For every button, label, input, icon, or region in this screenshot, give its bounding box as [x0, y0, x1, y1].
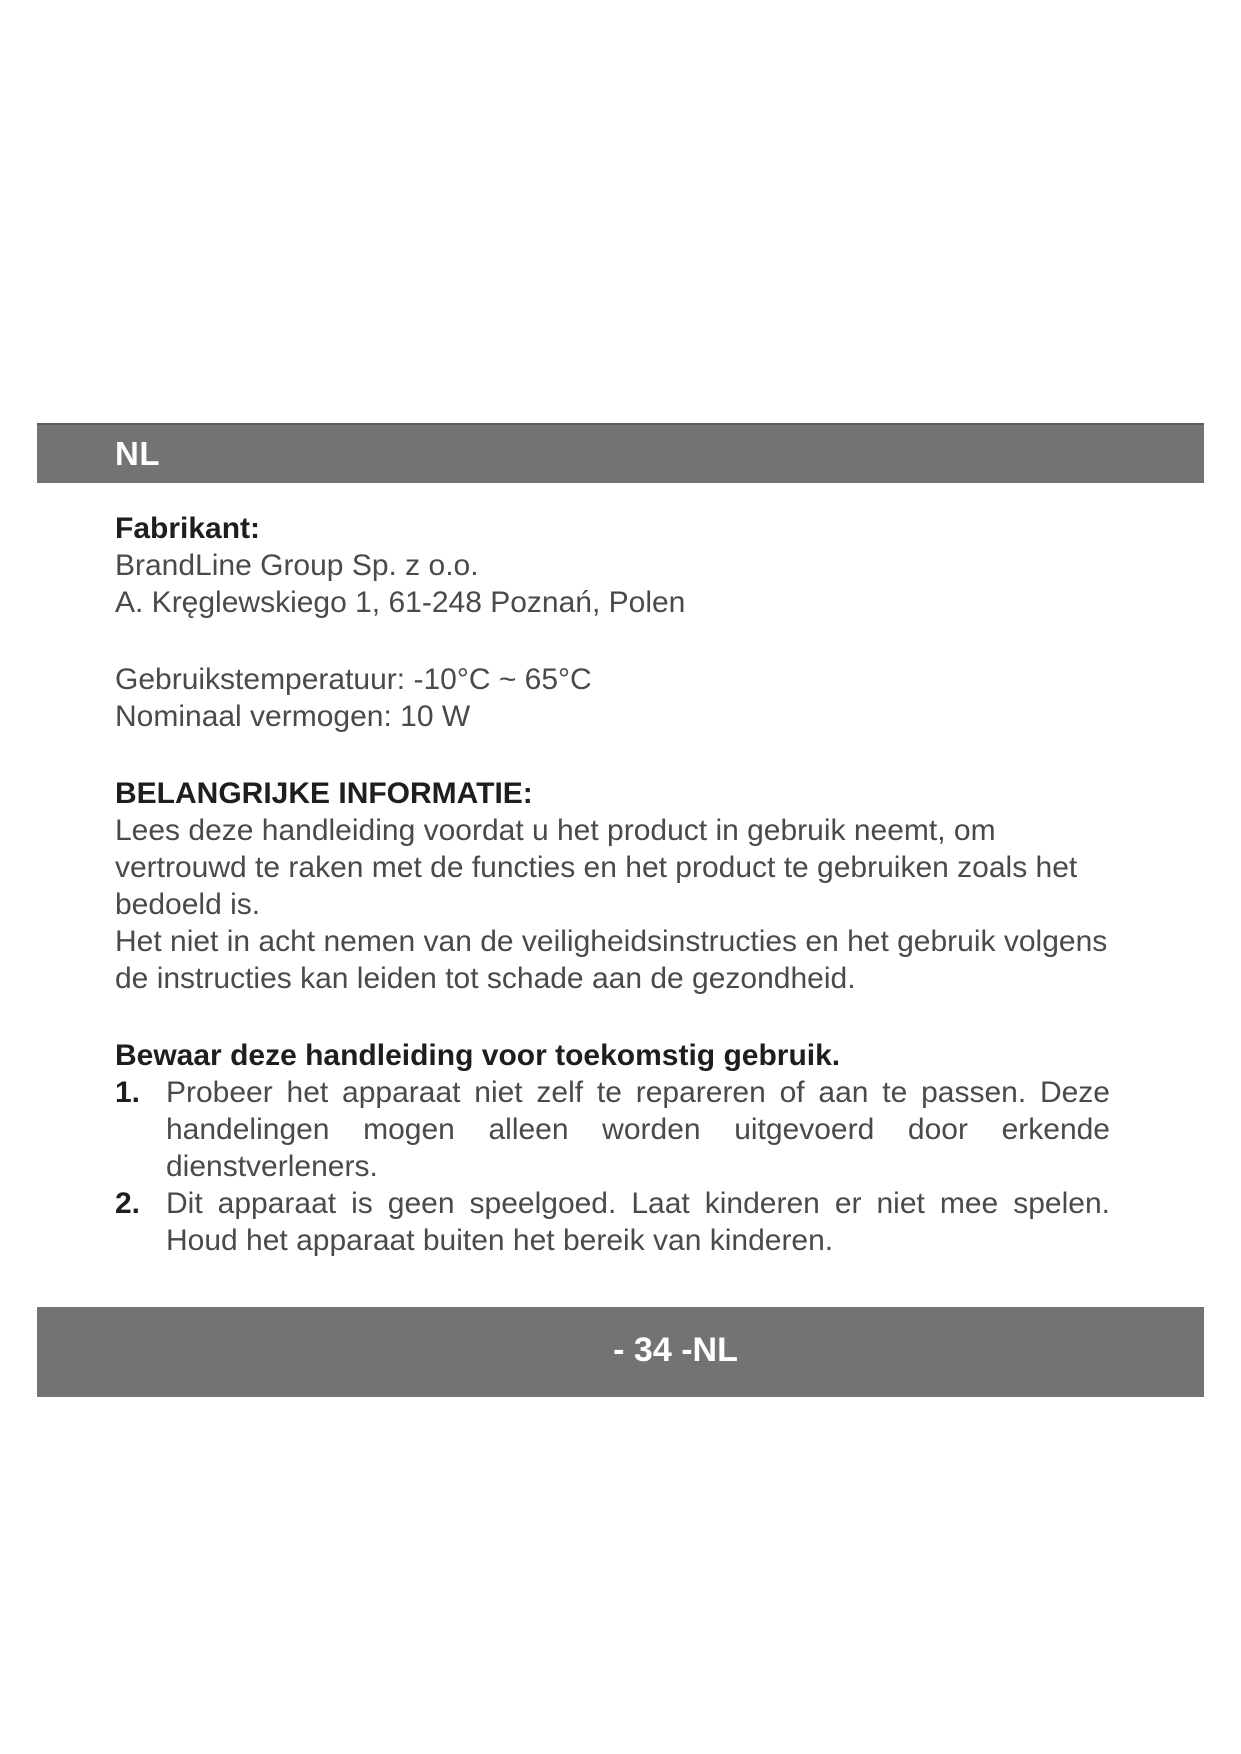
spacer	[115, 735, 1135, 775]
manufacturer-address: A. Kręglewskiego 1, 61-248 Poznań, Polen	[115, 586, 686, 619]
manufacturer-name: BrandLine Group Sp. z o.o.	[115, 549, 479, 582]
spec-temperature: Gebruikstemperatuur: -10°C ~ 65°C	[115, 663, 592, 696]
spacer	[115, 997, 1135, 1037]
important-paragraph-2: Het niet in acht nemen van de veiligheidsinstructies en het gebruik volgens de instructies kan leiden tot schade aan de gezondheid.	[115, 925, 1108, 995]
language-code: NL	[115, 435, 160, 472]
page-footer-band	[37, 1307, 1204, 1397]
spec-power: Nominaal vermogen: 10 W	[115, 700, 471, 733]
keep-manual-heading: Bewaar deze handleiding voor toekomstig gebruik.	[115, 1039, 841, 1072]
spacer	[115, 621, 1135, 661]
list-item-text: Dit apparaat is geen speelgoed. Laat kinderen er niet mee spelen. Houd het apparaat buiten het bereik van kinderen.	[166, 1187, 1110, 1257]
safety-list	[115, 1074, 1135, 1259]
list-item-number: 2.	[115, 1187, 141, 1220]
list-item	[115, 1074, 1135, 1185]
list-item	[115, 1185, 1135, 1259]
manufacturer-heading: Fabrikant:	[115, 512, 261, 545]
important-paragraph-1: Lees deze handleiding voordat u het product in gebruik neemt, om vertrouwd te raken met de functies en het product te gebruiken zoals het bedoeld is.	[115, 814, 1078, 921]
page-number: - 34 -NL	[613, 1331, 738, 1369]
list-item-text: Probeer het apparaat niet zelf te repareren of aan te passen. Deze handelingen mogen alleen worden uitgevoerd door erkende dienstverleners.	[166, 1076, 1110, 1183]
important-heading: BELANGRIJKE INFORMATIE:	[115, 777, 533, 810]
language-header-band	[37, 423, 1204, 483]
page-content	[115, 510, 1135, 1259]
list-item-number: 1.	[115, 1076, 141, 1109]
